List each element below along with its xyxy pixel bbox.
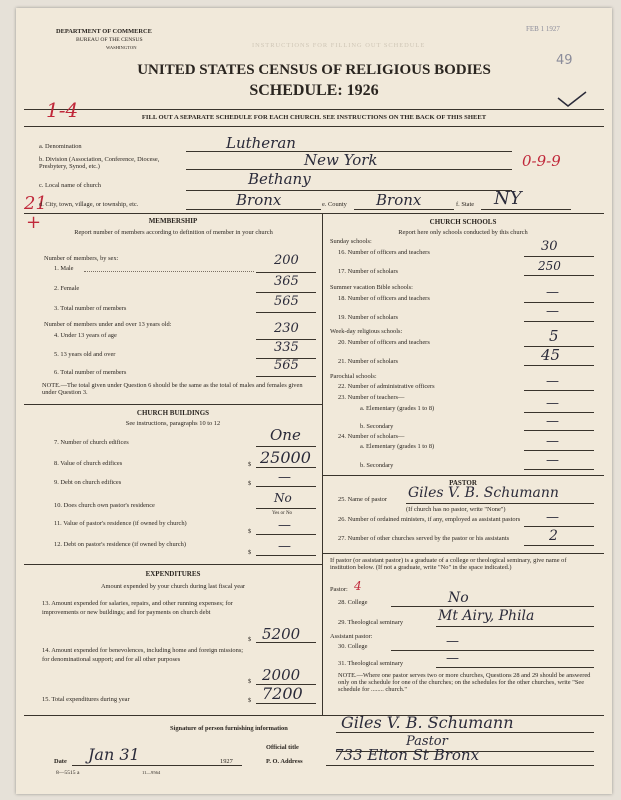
division-label: b. Division (Association, Conference, Diocese, Presbytery, Synod, etc.) xyxy=(39,156,160,171)
edifice-debt-line xyxy=(256,486,316,487)
denomination-label: a. Denomination xyxy=(39,143,82,150)
residence-debt-value: — xyxy=(278,539,291,554)
r23b-value: — xyxy=(546,414,559,429)
r26-line xyxy=(524,526,594,527)
r24a-label: a. Elementary (grades 1 to 8) xyxy=(360,443,435,450)
r23b-line xyxy=(524,430,594,431)
r24b-line xyxy=(524,469,594,470)
edifice-value-line xyxy=(256,467,316,468)
r17-line xyxy=(524,275,594,276)
r31-value: — xyxy=(446,651,459,666)
address-value: 733 Elton St Bronx xyxy=(334,746,480,764)
running-expenses-value: 5200 xyxy=(262,625,301,643)
margin-mark-top: 1-4 xyxy=(46,98,79,122)
dollar-icon: $ xyxy=(248,697,252,704)
r26-label: 26. Number of ordained ministers, if any, employed as assistant pastors xyxy=(338,516,521,523)
r17-label: 17. Number of scholars xyxy=(338,268,398,275)
r19-label: 19. Number of scholars xyxy=(338,314,398,321)
date-label: Date xyxy=(54,758,67,765)
r23-label: 23. Number of teachers— xyxy=(338,394,405,401)
fields-rule xyxy=(24,213,604,214)
year-label: 1927 xyxy=(220,758,233,765)
total-members-line xyxy=(256,312,316,313)
weekday-label: Week-day religious schools: xyxy=(330,328,403,335)
r21-value: 45 xyxy=(541,346,561,364)
city-label-field: d. City, town, village, or township, etc. xyxy=(39,201,139,208)
r21-line xyxy=(524,365,594,366)
residence-line xyxy=(256,508,316,509)
graduate-note: If pastor (or assistant pastor) is a graduate of a college or theological seminary, give name of institution below. (If not a graduate, write "No" in the space indicated.) xyxy=(330,557,567,572)
column-divider xyxy=(322,213,323,715)
bleed-through-text: INSTRUCTIONS FOR FILLING OUT SCHEDULE xyxy=(252,42,426,49)
r18-line xyxy=(524,302,594,303)
male-dots xyxy=(84,271,254,272)
r29-value: Mt Airy, Phila xyxy=(438,608,535,624)
schools-rule xyxy=(322,475,604,476)
dollar-icon: $ xyxy=(248,528,252,535)
instruction-line: FILL OUT A SEPARATE SCHEDULE FOR EACH CHURCH. SEE INSTRUCTIONS ON THE BACK OF THIS SHEET xyxy=(141,114,487,121)
female-label: 2. Female xyxy=(54,285,80,292)
city-line xyxy=(186,209,321,210)
pastor-note: NOTE.—Where one pastor serves two or more churches, Questions 28 and 29 should be answered only on the schedule for one of the churches; on the schedules for the other churches, write "See schedule for ........ church." xyxy=(338,672,591,694)
local-name-line xyxy=(186,190,512,191)
yes-no-hint: Yes or No xyxy=(272,511,293,516)
city-value: Bronx xyxy=(236,191,282,209)
edifices-label: 7. Number of church edifices xyxy=(54,439,129,446)
dollar-icon: $ xyxy=(248,549,252,556)
r30-line xyxy=(391,650,594,651)
r23a-value: — xyxy=(546,396,559,411)
running-expenses-label: 13. Amount expended for salaries, repairs, and other running expenses; for improvements or new buildings; and for payments on church debt xyxy=(42,600,233,617)
margin-mark-plus: + xyxy=(26,212,42,233)
membership-heading: MEMBERSHIP xyxy=(148,217,198,225)
r25-line xyxy=(406,503,594,504)
r24-label: 24. Number of scholars— xyxy=(338,433,405,440)
state-value: NY xyxy=(494,188,522,209)
code-stamp: 49 xyxy=(556,53,573,68)
dollar-icon: $ xyxy=(248,678,252,685)
expenditures-sub: Amount expended by your church during last fiscal year xyxy=(100,583,246,590)
denomination-value: Lutheran xyxy=(226,134,296,152)
r18-label: 18. Number of officers and teachers xyxy=(338,295,430,302)
r22-label: 22. Number of administrative officers xyxy=(338,383,435,390)
r24a-line xyxy=(524,450,594,451)
r16-label: 16. Number of officers and teachers xyxy=(338,249,430,256)
pastor-sub-label: Pastor: xyxy=(330,586,348,593)
r20-label: 20. Number of officers and teachers xyxy=(338,339,430,346)
signature-label: Signature of person furnishing information xyxy=(170,725,288,732)
residence-debt-line xyxy=(256,555,316,556)
dollar-icon: $ xyxy=(248,636,252,643)
state-line xyxy=(481,209,571,210)
address-line xyxy=(326,765,594,766)
r27-value: 2 xyxy=(549,528,558,544)
signature-value: Giles V. B. Schumann xyxy=(341,713,514,732)
total-expenditures-value: 7200 xyxy=(262,684,303,703)
pastor-heading: PASTOR xyxy=(449,479,477,487)
age-heading: Number of members under and over 13 years old: xyxy=(44,321,172,328)
residence-label: 10. Does church own pastor's residence xyxy=(54,502,155,509)
total-expenditures-line xyxy=(256,703,316,704)
edifice-value: 25000 xyxy=(260,448,311,467)
print-number: 11—9564 xyxy=(142,770,161,775)
division-value: New York xyxy=(304,151,378,169)
local-name-label: c. Local name of church xyxy=(39,182,101,189)
r31-label: 31. Theological seminary xyxy=(338,660,404,667)
total-age-line xyxy=(256,376,316,377)
membership-intro: Report number of members according to definition of member in your church xyxy=(74,229,273,236)
r27-label: 27. Number of other churches served by the pastor or his assistants xyxy=(338,535,510,542)
date-line xyxy=(72,765,242,766)
county-value: Bronx xyxy=(376,191,422,209)
r20-value: 5 xyxy=(549,327,559,345)
edifice-value-label: 8. Value of church edifices xyxy=(54,460,123,467)
r16-line xyxy=(524,256,594,257)
total-age-value: 565 xyxy=(274,358,299,373)
expenditures-heading: EXPENDITURES xyxy=(145,570,201,578)
residence-value: No xyxy=(274,491,292,505)
pastor-mark: 4 xyxy=(354,579,362,593)
r29-label: 29. Theological seminary xyxy=(338,619,404,626)
total-members-label: 3. Total number of members xyxy=(54,305,127,312)
r24b-value: — xyxy=(546,453,559,468)
r31-line xyxy=(436,667,594,668)
membership-note: NOTE.—The total given under Question 6 should be the same as the total of males and females given under Question 3. xyxy=(42,382,303,397)
r26-value: — xyxy=(546,510,559,525)
local-name-value: Bethany xyxy=(248,170,311,188)
edifices-value: One xyxy=(270,426,301,444)
total-expenditures-label: 15. Total expenditures during year xyxy=(42,696,130,703)
division-line xyxy=(186,169,512,170)
official-title-value: Pastor xyxy=(406,734,448,749)
instruction-rule xyxy=(24,126,604,127)
under13-value: 230 xyxy=(274,321,299,336)
official-title-label: Official title xyxy=(266,744,299,751)
pastor-rule xyxy=(322,553,604,554)
r24a-value: — xyxy=(546,434,559,449)
state-label: f. State xyxy=(456,201,475,208)
r22-value: — xyxy=(546,374,559,389)
county-line xyxy=(354,209,454,210)
margin-code: 0-9-9 xyxy=(522,152,561,170)
r28-label: 28. College xyxy=(338,599,368,606)
r23a-label: a. Elementary (grades 1 to 8) xyxy=(360,405,435,412)
sunday-label: Sunday schools: xyxy=(330,238,372,245)
r30-value: — xyxy=(446,634,459,649)
edifices-line xyxy=(256,446,316,447)
footer-rule xyxy=(24,715,604,716)
r29-line xyxy=(436,626,594,627)
address-label: P. O. Address xyxy=(266,758,303,765)
r25-note: (If church has no pastor, write "None") xyxy=(406,506,506,513)
r27-line xyxy=(524,545,594,546)
pastor-name-value: Giles V. B. Schumann xyxy=(408,485,559,501)
r19-value: — xyxy=(546,304,559,319)
male-value: 200 xyxy=(274,253,299,268)
residence-value-value: — xyxy=(278,518,291,533)
form-subtitle: SCHEDULE: 1926 xyxy=(249,82,379,99)
date-value: Jan 31 xyxy=(88,745,140,764)
total-age-label: 6. Total number of members xyxy=(54,369,127,376)
check-mark-icon xyxy=(556,90,588,110)
membership-rule xyxy=(24,404,322,405)
female-value: 365 xyxy=(274,274,299,289)
dollar-icon: $ xyxy=(248,461,252,468)
over13-value: 335 xyxy=(274,340,299,355)
parochial-label: Parochial schools: xyxy=(330,373,377,380)
r17-value: 250 xyxy=(538,259,561,273)
margin-mark-left: 21 xyxy=(24,193,47,214)
form-number: 8—5515 a xyxy=(56,770,80,776)
male-line xyxy=(256,272,316,273)
form-title: UNITED STATES CENSUS OF RELIGIOUS BODIES xyxy=(137,62,491,78)
r23b-label: b. Secondary xyxy=(360,423,394,430)
by-sex-label: Number of members, by sex: xyxy=(44,255,119,262)
census-schedule-page xyxy=(16,8,612,794)
r25-label: 25. Name of pastor xyxy=(338,496,387,503)
buildings-rule xyxy=(24,564,322,565)
assistant-label: Assistant pastor: xyxy=(330,633,373,640)
dollar-icon: $ xyxy=(248,480,252,487)
over13-label: 5. 13 years old and over xyxy=(54,351,116,358)
signature-line xyxy=(336,732,594,733)
buildings-heading: CHURCH BUILDINGS xyxy=(136,409,210,417)
r18-value: — xyxy=(546,285,559,300)
residence-value-label: 11. Value of pastor's residence (if owned by church) xyxy=(54,520,187,527)
total-members-value: 565 xyxy=(274,294,299,309)
schools-heading: CHURCH SCHOOLS xyxy=(429,218,497,226)
r16-value: 30 xyxy=(541,239,558,254)
r21-label: 21. Number of scholars xyxy=(338,358,398,365)
male-label: 1. Male xyxy=(54,265,74,272)
schools-intro: Report here only schools conducted by this church xyxy=(398,229,528,236)
residence-value-line xyxy=(256,534,316,535)
r28-value: No xyxy=(448,590,469,606)
benevolences-value: 2000 xyxy=(262,666,301,684)
header-rule xyxy=(24,109,604,110)
buildings-sub: See instructions, paragraphs 10 to 12 xyxy=(125,420,221,427)
r24b-label: b. Secondary xyxy=(360,462,394,469)
female-line xyxy=(256,292,316,293)
r23a-line xyxy=(524,412,594,413)
residence-debt-label: 12. Debt on pastor's residence (if owned by church) xyxy=(54,541,186,548)
edifice-debt-label: 9. Debt on church edifices xyxy=(54,479,122,486)
r30-label: 30. College xyxy=(338,643,368,650)
city-label: WASHINGTON xyxy=(106,45,137,50)
r22-line xyxy=(524,390,594,391)
r28-line xyxy=(391,606,594,607)
department-label: DEPARTMENT OF COMMERCE xyxy=(56,28,152,35)
summer-label: Summer vacation Bible schools: xyxy=(330,284,413,291)
edifice-debt-value: — xyxy=(278,470,291,485)
bureau-label: BUREAU OF THE CENSUS xyxy=(76,37,143,43)
benevolences-label: 14. Amount expended for benevolences, including home and foreign missions; for denominational support; and for all other purposes xyxy=(42,647,244,664)
date-stamp: FEB 1 1927 xyxy=(526,25,560,33)
county-label: e. County xyxy=(322,201,347,208)
under13-label: 4. Under 13 years of age xyxy=(54,332,117,339)
r19-line xyxy=(524,321,594,322)
